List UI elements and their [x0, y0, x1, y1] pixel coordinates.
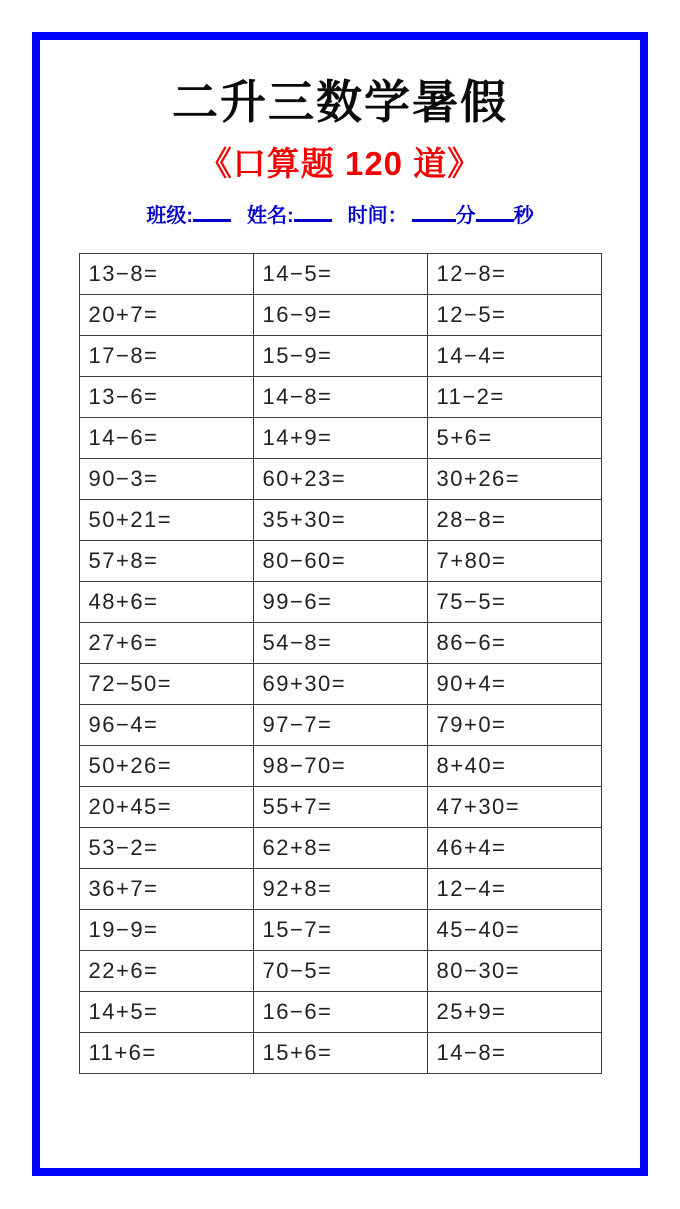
problem-cell: 14−5= — [253, 254, 427, 295]
problem-row — [79, 623, 601, 664]
problem-cell: 62+8= — [253, 828, 427, 869]
page-subtitle: 《口算题 120 道》 — [198, 144, 482, 182]
problem-cell: 47+30= — [427, 787, 601, 828]
time-label: 时间： — [347, 205, 408, 228]
problem-cell: 48+6= — [79, 582, 253, 623]
problem-cell: 97−7= — [253, 705, 427, 746]
class-label: 班级: — [146, 205, 193, 228]
problem-cell: 5+6= — [427, 418, 601, 459]
problem-cell: 14−8= — [427, 1033, 601, 1074]
problem-cell: 60+23= — [253, 459, 427, 500]
problem-row — [79, 336, 601, 377]
problem-cell: 25+9= — [427, 992, 601, 1033]
problem-row — [79, 582, 601, 623]
problem-cell: 80−30= — [427, 951, 601, 992]
problem-cell: 28−8= — [427, 500, 601, 541]
minutes-label: 分 — [455, 205, 476, 228]
problem-cell: 16−9= — [253, 295, 427, 336]
problem-row — [79, 377, 601, 418]
problem-row — [79, 787, 601, 828]
problem-cell: 14−6= — [79, 418, 253, 459]
name-label: 姓名: — [247, 205, 294, 228]
problem-cell: 15−7= — [253, 910, 427, 951]
problems-table-body — [79, 254, 601, 1074]
problem-row — [79, 1033, 601, 1074]
problem-cell: 50+26= — [79, 746, 253, 787]
problem-row — [79, 418, 601, 459]
problem-cell: 17−8= — [79, 336, 253, 377]
class-blank-field — [193, 204, 231, 222]
problem-cell: 72−50= — [79, 664, 253, 705]
problem-row — [79, 828, 601, 869]
problem-cell: 96−4= — [79, 705, 253, 746]
problem-cell: 12−5= — [427, 295, 601, 336]
problem-row — [79, 992, 601, 1033]
problem-row — [79, 951, 601, 992]
name-blank-field — [294, 204, 332, 222]
problem-cell: 92+8= — [253, 869, 427, 910]
problem-cell: 20+45= — [79, 787, 253, 828]
problem-row — [79, 295, 601, 336]
problem-cell: 13−6= — [79, 377, 253, 418]
problem-cell: 69+30= — [253, 664, 427, 705]
problem-cell: 79+0= — [427, 705, 601, 746]
problem-cell: 14−4= — [427, 336, 601, 377]
problem-cell: 14−8= — [253, 377, 427, 418]
seconds-blank-field — [476, 204, 514, 222]
problem-cell: 54−8= — [253, 623, 427, 664]
problem-cell: 12−4= — [427, 869, 601, 910]
page-title: 二升三数学暑假 — [172, 76, 508, 128]
problem-cell: 30+26= — [427, 459, 601, 500]
problem-cell: 19−9= — [79, 910, 253, 951]
problem-cell: 35+30= — [253, 500, 427, 541]
problem-cell: 11−2= — [427, 377, 601, 418]
minutes-blank-field — [412, 204, 456, 222]
problem-cell: 45−40= — [427, 910, 601, 951]
problem-cell: 75−5= — [427, 582, 601, 623]
problem-cell: 22+6= — [79, 951, 253, 992]
problems-table — [79, 253, 602, 1074]
problem-cell: 70−5= — [253, 951, 427, 992]
problem-row — [79, 664, 601, 705]
problem-row — [79, 705, 601, 746]
problem-cell: 16−6= — [253, 992, 427, 1033]
worksheet-frame — [32, 32, 648, 1176]
problem-cell: 46+4= — [427, 828, 601, 869]
problem-row — [79, 254, 601, 295]
problem-cell: 50+21= — [79, 500, 253, 541]
problem-row — [79, 500, 601, 541]
problem-cell: 15−9= — [253, 336, 427, 377]
problem-row — [79, 459, 601, 500]
problem-cell: 8+40= — [427, 746, 601, 787]
problem-cell: 14+5= — [79, 992, 253, 1033]
problem-cell: 53−2= — [79, 828, 253, 869]
problem-row — [79, 541, 601, 582]
student-info-line — [40, 199, 640, 228]
problem-row — [79, 746, 601, 787]
problem-cell: 7+80= — [427, 541, 601, 582]
problem-cell: 90−3= — [79, 459, 253, 500]
problem-cell: 98−70= — [253, 746, 427, 787]
problem-cell: 99−6= — [253, 582, 427, 623]
problem-cell: 36+7= — [79, 869, 253, 910]
problem-row — [79, 910, 601, 951]
problem-cell: 86−6= — [427, 623, 601, 664]
problem-cell: 12−8= — [427, 254, 601, 295]
problem-row — [79, 869, 601, 910]
problem-cell: 90+4= — [427, 664, 601, 705]
problem-cell: 55+7= — [253, 787, 427, 828]
problem-cell: 27+6= — [79, 623, 253, 664]
problem-cell: 11+6= — [79, 1033, 253, 1074]
problem-cell: 57+8= — [79, 541, 253, 582]
problem-cell: 14+9= — [253, 418, 427, 459]
problem-cell: 20+7= — [79, 295, 253, 336]
problem-cell: 80−60= — [253, 541, 427, 582]
problem-cell: 15+6= — [253, 1033, 427, 1074]
problem-cell: 13−8= — [79, 254, 253, 295]
seconds-label: 秒 — [513, 205, 534, 228]
